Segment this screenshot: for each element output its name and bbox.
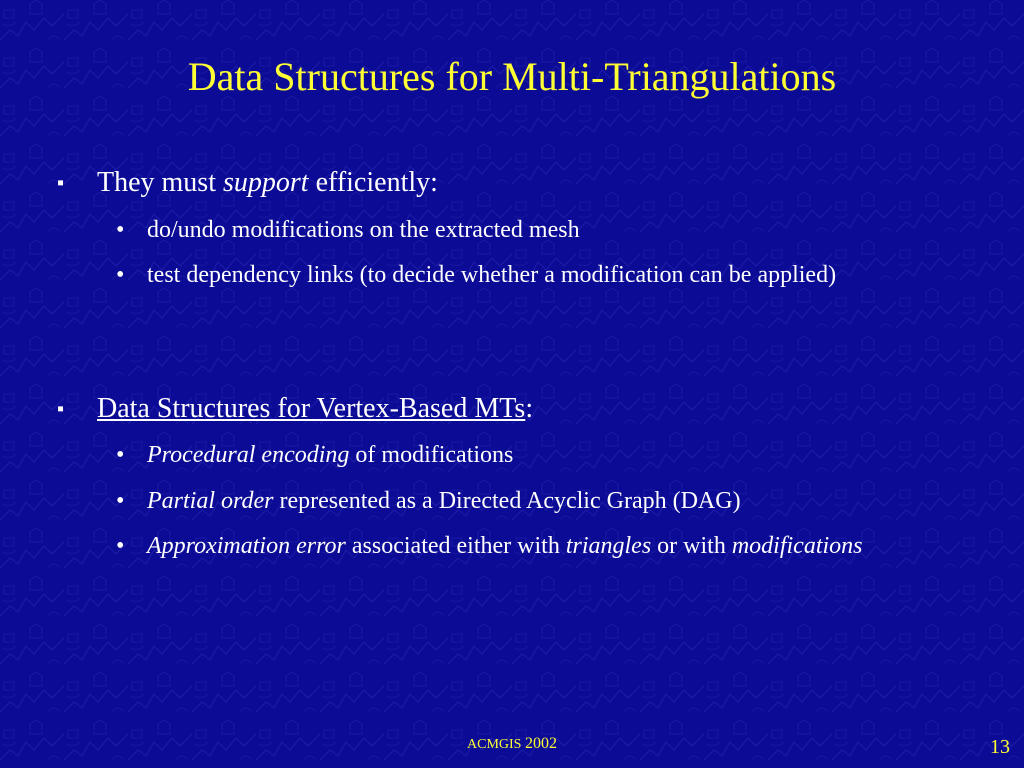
square-bullet-icon: ▪ bbox=[57, 398, 65, 420]
dot-bullet-icon: • bbox=[116, 262, 125, 288]
dot-bullet-icon: • bbox=[116, 533, 125, 559]
sub-bullet-em: Partial order bbox=[147, 488, 274, 514]
bullet-support-post: efficiently: bbox=[308, 167, 438, 198]
sub-bullet-em: modifications bbox=[731, 533, 863, 559]
square-bullet-icon: ▪ bbox=[57, 172, 65, 194]
sub-bullet-text bbox=[147, 482, 967, 520]
sub-bullet-text bbox=[147, 527, 967, 565]
sub-bullet-post: of modifications bbox=[349, 442, 514, 468]
sub-bullet-post: or with bbox=[651, 533, 732, 559]
dot-bullet-icon: • bbox=[116, 442, 125, 468]
vertex-based-mts-link[interactable]: Data Structures for Vertex-Based MTs bbox=[97, 393, 526, 424]
bullet-data-structures-text bbox=[97, 392, 533, 426]
sub-bullet-post: represented as a Directed Acyclic Graph (DAG) bbox=[273, 488, 741, 514]
footer-year: 2002 bbox=[524, 735, 557, 752]
sub-bullet-text: test dependency links (to decide whether a modification can be applied) bbox=[147, 262, 837, 288]
sub-bullet-mid: associated either with bbox=[345, 533, 566, 559]
sub-bullet-text: do/undo modifications on the extracted mesh bbox=[147, 217, 580, 243]
bullet-support-text bbox=[97, 166, 438, 200]
sub-bullet-text bbox=[147, 436, 967, 474]
dot-bullet-icon: • bbox=[116, 488, 125, 514]
sub-bullet-em: Procedural encoding bbox=[147, 442, 350, 468]
bullet-support-pre: They must bbox=[97, 167, 223, 198]
slide-footer bbox=[0, 735, 1024, 753]
sub-bullet-em: Approximation error bbox=[147, 533, 346, 559]
footer-label: ACMGIS bbox=[467, 737, 525, 752]
page-number: 13 bbox=[990, 736, 1010, 758]
bullet-data-structures-post: : bbox=[525, 393, 534, 424]
bullet-support-em: support bbox=[223, 167, 309, 198]
dot-bullet-icon: • bbox=[116, 217, 125, 243]
sub-bullet-em: triangles bbox=[565, 533, 652, 559]
slide-title: Data Structures for Multi-Triangulations bbox=[187, 54, 837, 99]
